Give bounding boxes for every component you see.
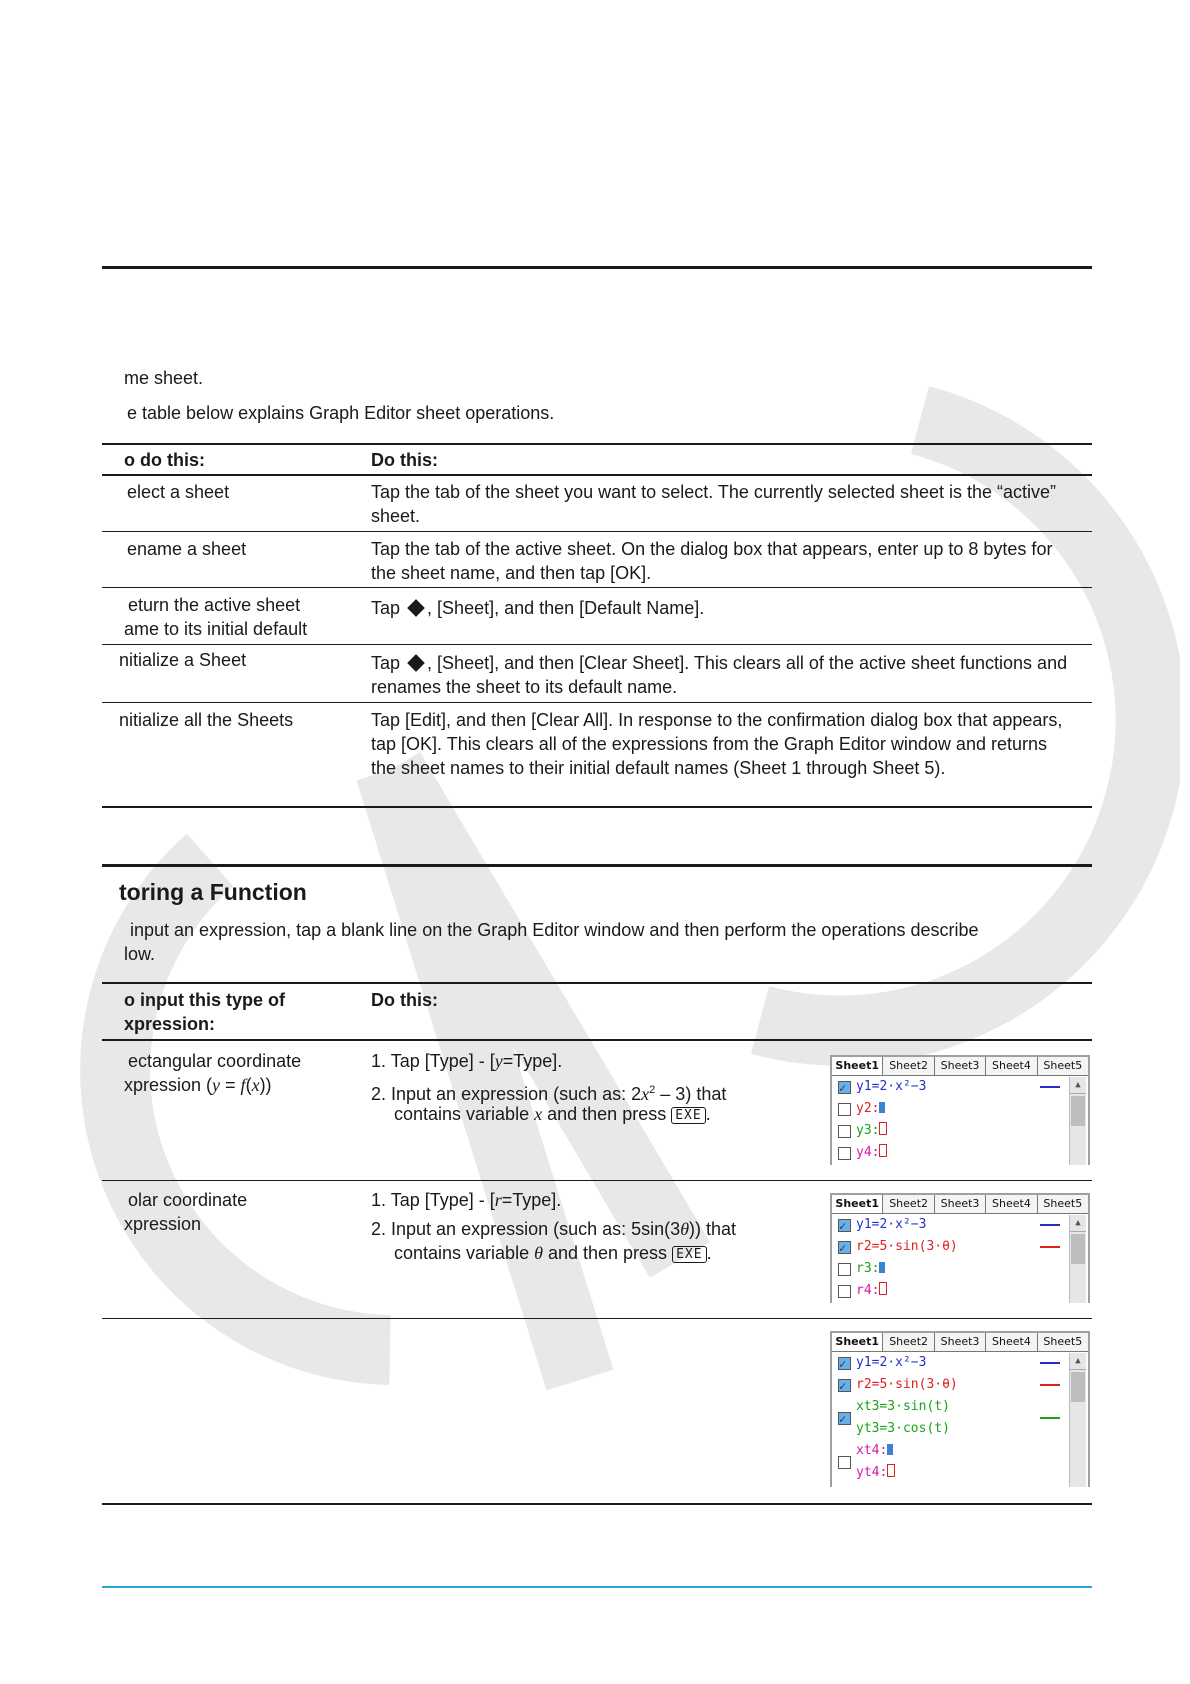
table1-row3-col1b: ame to its initial default <box>124 619 308 639</box>
scroll-up-icon: ▲ <box>1070 1077 1086 1094</box>
table1-row-rule <box>102 702 1092 703</box>
table1-row2-col1: ename a sheet <box>127 539 247 559</box>
table2-row1-col1b: xpression (y = f(x)) <box>124 1075 272 1095</box>
empty-box-icon <box>879 1282 887 1295</box>
intro-line-2: e table below explains Graph Editor sheet operations. <box>127 403 555 423</box>
tab-sheet2: Sheet2 <box>883 1057 934 1075</box>
scroll-thumb <box>1071 1096 1085 1126</box>
table1-row3-col1a: eturn the active sheet <box>128 595 301 615</box>
tab-sheet5: Sheet5 <box>1043 1335 1083 1348</box>
tab-sheet2: Sheet2 <box>883 1333 934 1351</box>
expr-xt4-line <box>856 1440 1088 1462</box>
row3-col2-text: , [Sheet], and then [Default Name]. <box>427 598 705 618</box>
tap-word: Tap <box>371 653 401 673</box>
expr-yt4: yt4: <box>856 1465 888 1480</box>
scrollbar <box>1069 1077 1086 1165</box>
expr-y1: y1=2·x²−3 <box>856 1217 927 1232</box>
editor-line <box>832 1440 1088 1484</box>
tab-sheet5: Sheet5 <box>1043 1059 1083 1072</box>
checkbox-icon <box>838 1125 851 1138</box>
tab-sheet3: Sheet3 <box>935 1057 986 1075</box>
step1-post: =Type]. <box>502 1051 563 1071</box>
checkbox-icon <box>838 1263 851 1276</box>
graph-editor-screenshot-2 <box>830 1193 1090 1303</box>
step1-var: r <box>494 1190 502 1210</box>
step2b-pre: contains variable <box>394 1104 530 1124</box>
table1-header-rule <box>102 474 1092 476</box>
sheet-tabs <box>832 1333 1088 1352</box>
tab-sheet4: Sheet4 <box>986 1195 1037 1213</box>
table2-header-col2: Do this: <box>371 990 438 1010</box>
table1-row-rule <box>102 531 1092 532</box>
table2-header-col1b: xpression: <box>124 1014 216 1034</box>
editor-line <box>832 1214 1088 1236</box>
diamond-key-icon <box>407 654 425 672</box>
expr-text: xpression ( <box>124 1075 213 1095</box>
table2-row-rule <box>102 1318 1092 1319</box>
equals: = <box>220 1075 241 1095</box>
checkbox-icon <box>838 1285 851 1298</box>
step1-var: y <box>494 1051 503 1071</box>
empty-box-icon <box>879 1122 887 1135</box>
sheet-tabs <box>832 1195 1088 1214</box>
checkbox-checked-icon <box>838 1412 851 1425</box>
table2-row2-step1 <box>371 1188 561 1212</box>
sheet-tabs <box>832 1057 1088 1076</box>
expr-r2: r2=5·sin(3·θ) <box>856 1239 958 1254</box>
table2-row1-col1a: ectangular coordinate <box>128 1051 302 1071</box>
table1-header-col2: Do this: <box>371 450 438 470</box>
expr-y2: y2: <box>856 1101 880 1116</box>
line-style-icon <box>1040 1417 1060 1419</box>
checkbox-checked-icon <box>838 1379 851 1392</box>
table1-row4-col2 <box>371 651 1076 699</box>
table1-bottom-rule <box>102 806 1092 808</box>
expr-y1: y1=2·x²−3 <box>856 1355 927 1370</box>
tab-sheet1: Sheet1 <box>832 1057 883 1075</box>
top-rule <box>102 266 1092 269</box>
exe-key-icon: EXE <box>672 1246 706 1263</box>
step2b-var: x <box>534 1104 543 1124</box>
expr-xt4: xt4: <box>856 1443 888 1458</box>
expr-y1: y1=2·x²−3 <box>856 1079 927 1094</box>
checkbox-checked-icon <box>838 1241 851 1254</box>
line-style-icon <box>1040 1086 1060 1088</box>
var-x: x <box>251 1075 260 1095</box>
checkbox-checked-icon <box>838 1357 851 1370</box>
expr-r2: r2=5·sin(3·θ) <box>856 1377 958 1392</box>
exe-key-icon: EXE <box>671 1107 705 1124</box>
step2b-post: and then press <box>547 1104 667 1124</box>
editor-line <box>832 1352 1088 1374</box>
tab-sheet2: Sheet2 <box>883 1195 934 1213</box>
step2-post: – 3) that <box>655 1084 727 1104</box>
section-rule <box>102 864 1092 867</box>
step2-x: x <box>641 1084 650 1104</box>
expr-yt4-line <box>856 1462 1088 1484</box>
checkbox-icon <box>838 1456 851 1469</box>
tab-sheet3: Sheet3 <box>935 1195 986 1213</box>
table2-row2-step2b: contains variable θ and then press EXE . <box>394 1243 712 1263</box>
editor-line <box>832 1374 1088 1396</box>
table2-header-col1a: o input this type of <box>124 990 285 1010</box>
editor-line <box>832 1280 1088 1302</box>
editor-line <box>832 1098 1088 1120</box>
table1-row5-col1: nitialize all the Sheets <box>119 710 294 730</box>
table2-bottom-rule <box>102 1503 1092 1505</box>
tab-sheet4: Sheet4 <box>986 1057 1037 1075</box>
editor-line <box>832 1236 1088 1258</box>
var-y: y <box>212 1075 221 1095</box>
scroll-up-icon: ▲ <box>1070 1215 1086 1232</box>
section-intro-a: input an expression, tap a blank line on the Graph Editor window and then perform the operations describe <box>130 920 979 940</box>
section-title: toring a Function <box>119 879 307 905</box>
table1-row5-col2: Tap [Edit], and then [Clear All]. In response to the confirmation dialog box that appears, tap [OK]. This clears all of the expressions from the Graph Editor window and returns the sheet names to their initial default names (Sheet 1 through Sheet 5). <box>371 710 1063 778</box>
table2-row2-col1a: olar coordinate <box>128 1190 248 1210</box>
tab-sheet1: Sheet1 <box>832 1195 883 1213</box>
cursor-icon <box>879 1262 885 1273</box>
editor-line <box>832 1076 1088 1098</box>
expr-y3: y3: <box>856 1123 880 1138</box>
cursor-icon <box>887 1444 893 1455</box>
scrollbar <box>1069 1215 1086 1303</box>
table2-row-rule <box>102 1180 1092 1181</box>
editor-line <box>832 1258 1088 1280</box>
line-style-icon <box>1040 1246 1060 1248</box>
table1-row1-col2: Tap the tab of the sheet you want to select. The currently selected sheet is the “active” sheet. <box>371 482 1057 526</box>
section-intro-b: low. <box>124 944 156 964</box>
tab-sheet1: Sheet1 <box>832 1333 883 1351</box>
empty-box-icon <box>879 1144 887 1157</box>
table1-header-col1: o do this: <box>124 450 205 470</box>
footer-rule <box>102 1586 1092 1588</box>
empty-box-icon <box>887 1464 895 1477</box>
tab-sheet4: Sheet4 <box>986 1333 1037 1351</box>
scroll-thumb <box>1071 1372 1085 1402</box>
table2-row2-col1b: xpression <box>124 1214 202 1234</box>
cursor-icon <box>879 1102 885 1113</box>
table1-top-rule <box>102 443 1092 445</box>
diamond-key-icon <box>407 599 425 617</box>
line-style-icon <box>1040 1224 1060 1226</box>
tap-word: Tap <box>371 598 401 618</box>
expr-r4: r4: <box>856 1283 880 1298</box>
expr-r3: r3: <box>856 1261 880 1276</box>
line-style-icon <box>1040 1362 1060 1364</box>
table1-row3-col2 <box>371 596 1076 620</box>
step2-pre: 2. Input an expression (such as: 2 <box>371 1084 642 1104</box>
table1-row2-col2: Tap the tab of the active sheet. On the dialog box that appears, enter up to 8 bytes for the sheet name, and then tap [OK]. <box>371 539 1053 583</box>
table1-row-rule <box>102 644 1092 645</box>
expr-yt3: yt3=3·cos(t) <box>856 1421 950 1436</box>
step1-pre: 1. Tap [Type] - [ <box>371 1190 495 1210</box>
table1-row1-col1: elect a sheet <box>127 482 230 502</box>
checkbox-icon <box>838 1103 851 1116</box>
checkbox-icon <box>838 1147 851 1160</box>
step2-post: )) that <box>689 1219 737 1239</box>
tab-sheet5: Sheet5 <box>1043 1197 1083 1210</box>
graph-editor-screenshot-1 <box>830 1055 1090 1165</box>
scroll-up-icon: ▲ <box>1070 1353 1086 1370</box>
table2-row2-step2 <box>371 1217 736 1241</box>
editor-line <box>832 1120 1088 1142</box>
step1-post: =Type]. <box>501 1190 562 1210</box>
tab-sheet3: Sheet3 <box>935 1333 986 1351</box>
step2-pre: 2. Input an expression (such as: 5sin(3 <box>371 1219 681 1239</box>
step2b-var: θ <box>534 1243 543 1263</box>
table1-row-rule <box>102 587 1092 588</box>
intro-line-1: me sheet. <box>124 368 204 388</box>
expr-y4: y4: <box>856 1145 880 1160</box>
step2-sup: 2 <box>649 1084 656 1096</box>
checkbox-checked-icon <box>838 1219 851 1232</box>
var-f: f <box>240 1075 246 1095</box>
table2-row1-step2b: contains variable x and then press EXE . <box>394 1104 711 1124</box>
editor-line <box>832 1142 1088 1164</box>
scroll-thumb <box>1071 1234 1085 1264</box>
table2-header-rule <box>102 1039 1092 1041</box>
line-style-icon <box>1040 1384 1060 1386</box>
expr-close: )) <box>259 1075 272 1095</box>
scrollbar <box>1069 1353 1086 1487</box>
step2b-post: and then press <box>547 1243 668 1263</box>
editor-line <box>832 1396 1088 1440</box>
checkbox-checked-icon <box>838 1081 851 1094</box>
table1-row4-col1: nitialize a Sheet <box>119 650 247 670</box>
step1-pre: 1. Tap [Type] - [ <box>371 1051 495 1071</box>
expr-xt3: xt3=3·sin(t) <box>856 1399 950 1414</box>
step2-theta: θ <box>680 1219 690 1239</box>
graph-editor-screenshot-3 <box>830 1331 1090 1487</box>
table2-row1-step1 <box>371 1049 562 1073</box>
step2b-pre: contains variable <box>394 1243 530 1263</box>
row4-col2-text: , [Sheet], and then [Clear Sheet]. This clears all of the active sheet functions and renames the sheet to its default name. <box>371 653 1068 697</box>
table2-top-rule <box>102 982 1092 984</box>
